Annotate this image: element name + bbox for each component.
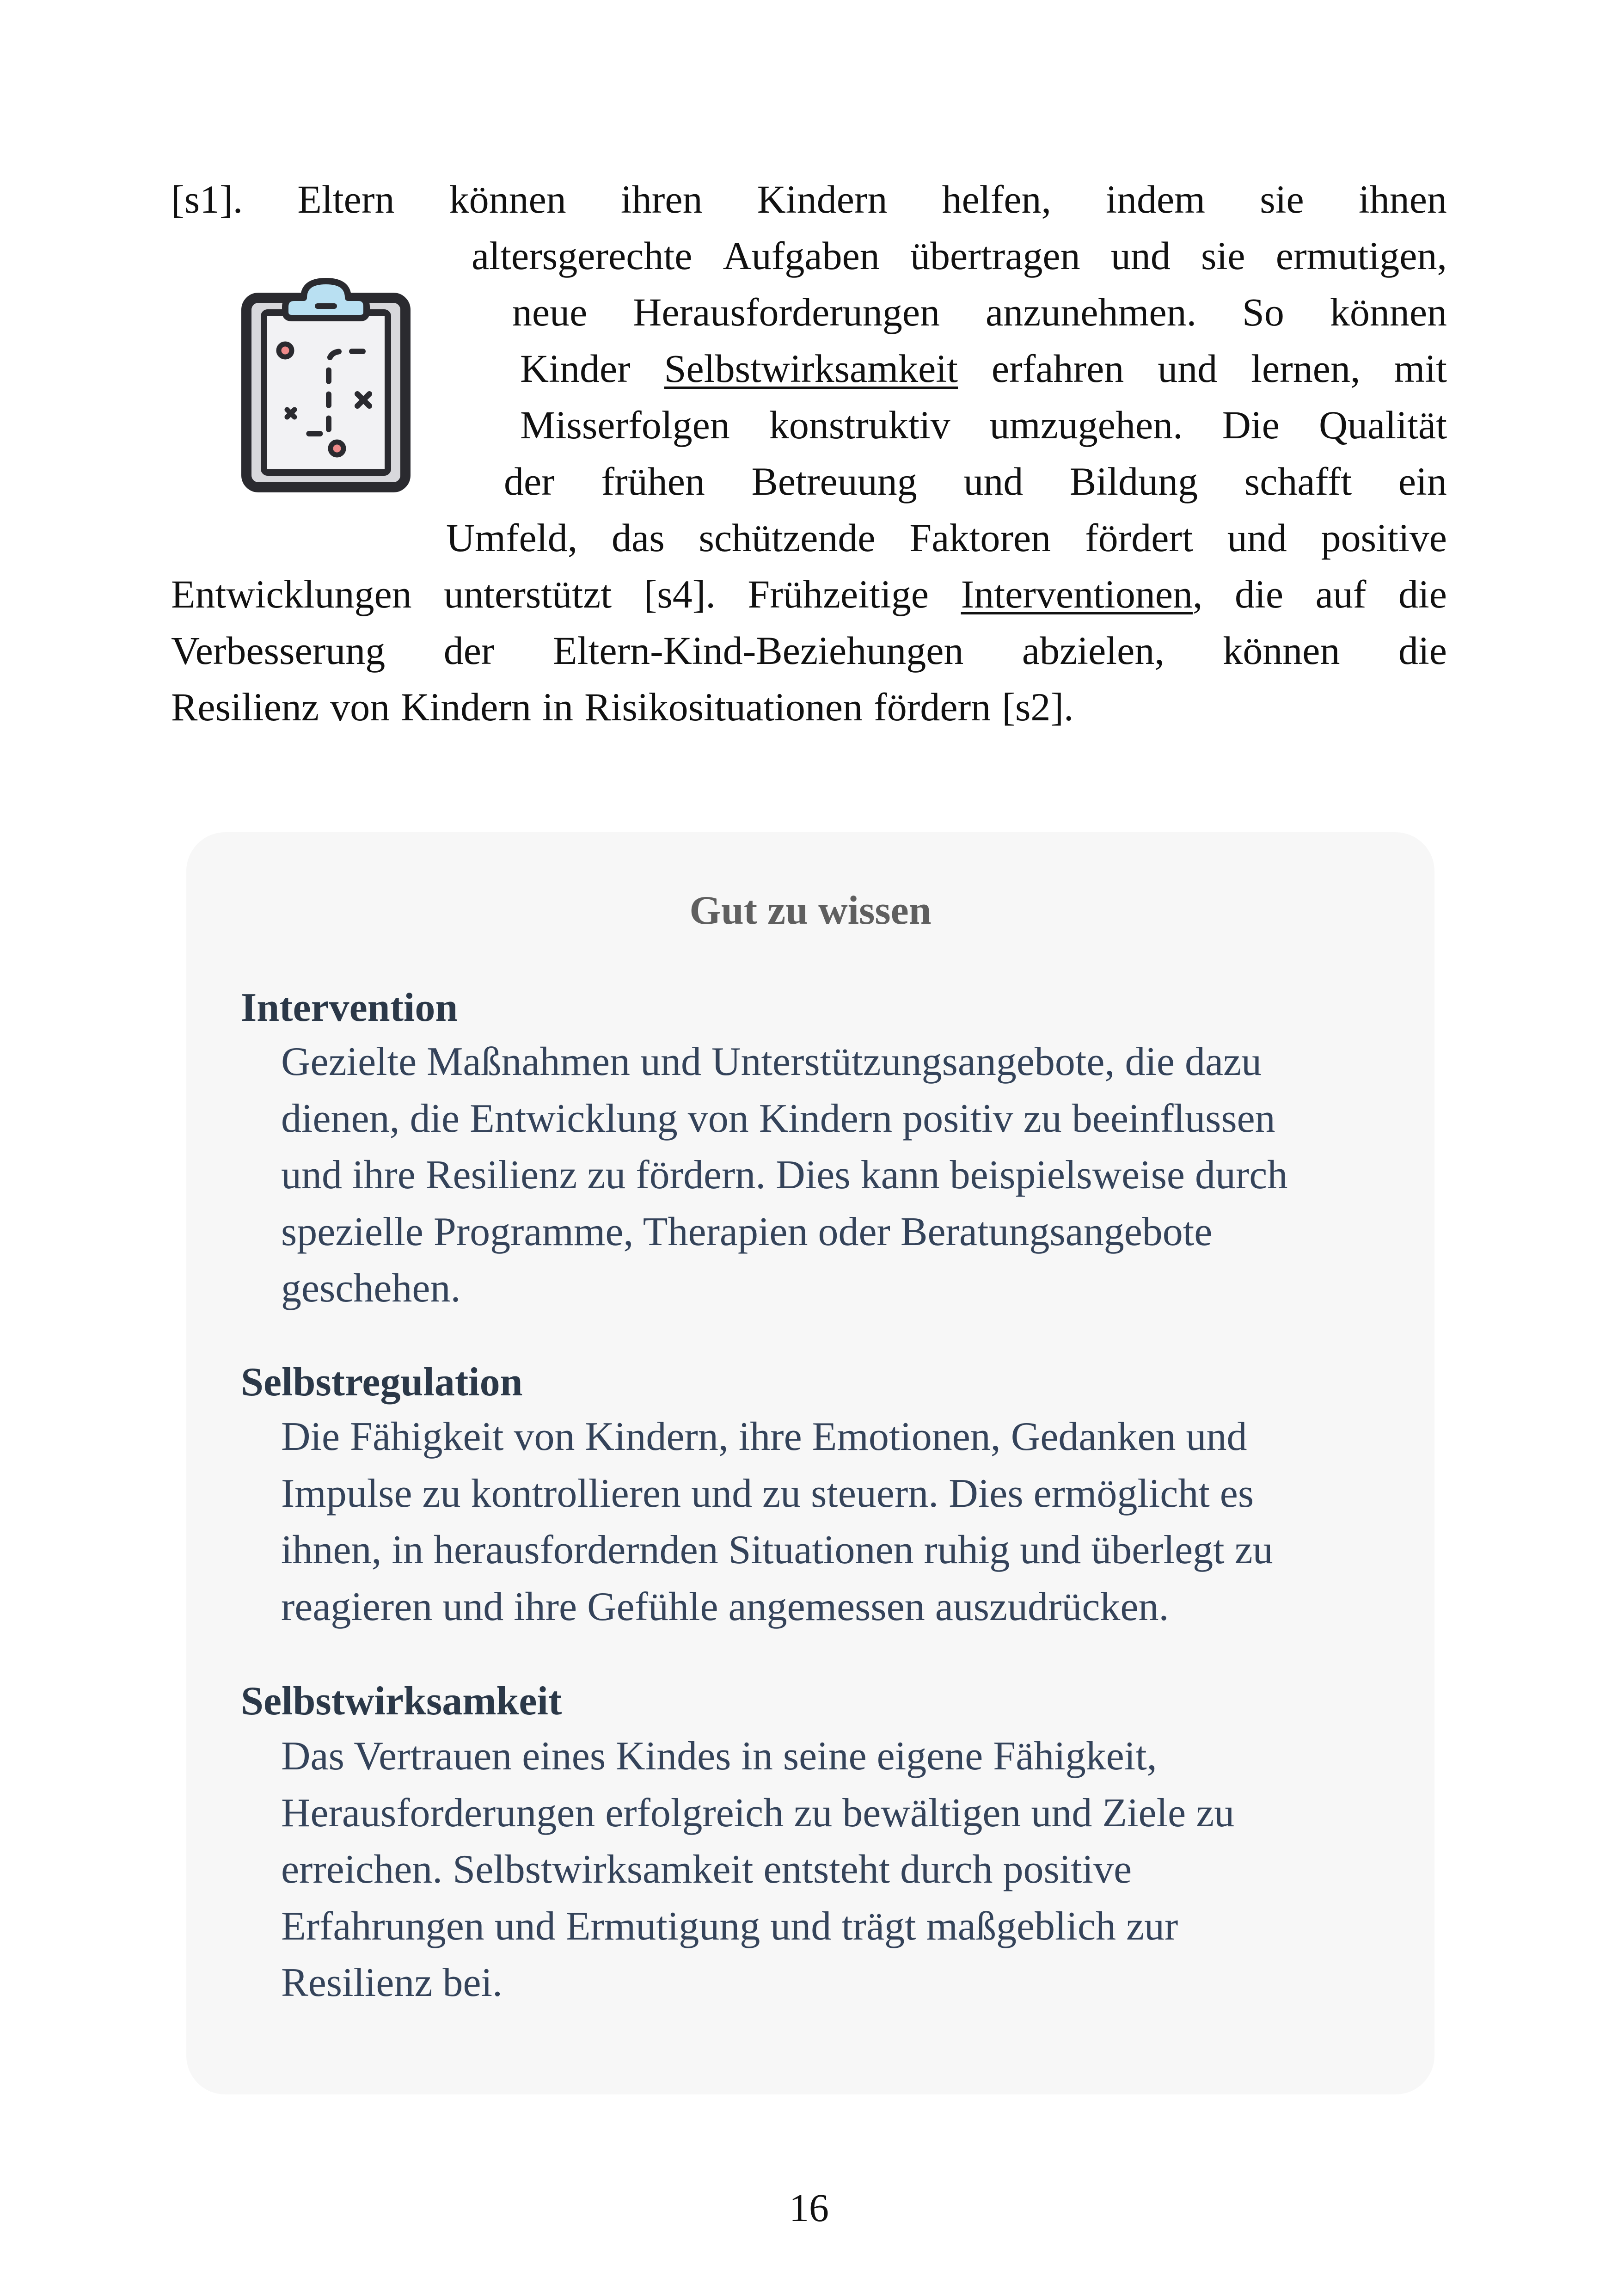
paragraph-word: [s4]. — [644, 572, 716, 616]
paragraph-word: der — [443, 628, 495, 673]
paragraph-word: Herausforderungen — [633, 290, 940, 334]
paragraph-word: Resilienz — [171, 685, 319, 729]
paragraph-line — [520, 340, 1447, 397]
glossary-link: Interventionen, — [961, 572, 1203, 616]
glossary-term: Selbstwirksamkeit — [241, 1679, 562, 1724]
paragraph-word: in — [542, 685, 573, 729]
paragraph-line — [171, 566, 1447, 622]
definition-line: Erfahrungen und Ermutigung und trägt maßgeblich zur — [281, 1903, 1178, 1949]
paragraph-word: die — [1235, 572, 1284, 616]
paragraph-word: So — [1242, 290, 1284, 334]
start-marker — [279, 344, 292, 357]
glossary-definition — [281, 1728, 1234, 2012]
definition-line: spezielle Programme, Therapien oder Beratungsangebote — [281, 1209, 1213, 1254]
paragraph-word: auf — [1315, 572, 1367, 616]
paragraph-word: Kindern — [757, 177, 888, 221]
paragraph-line — [171, 622, 1447, 679]
paragraph-word: und — [963, 459, 1024, 503]
paragraph-word: altersgerechte — [472, 233, 693, 278]
definition-line: Die Fähigkeit von Kindern, ihre Emotionen, Gedanken und — [281, 1414, 1247, 1459]
paragraph-word: mit — [1394, 346, 1447, 391]
paragraph-word: Umfeld, — [446, 516, 578, 560]
paragraph-word: die — [1398, 628, 1447, 673]
paragraph-word: unterstützt — [444, 572, 612, 616]
paragraph-word: Aufgaben — [723, 233, 880, 278]
definition-line: und ihre Resilienz zu fördern. Dies kann beispielsweise durch — [281, 1153, 1288, 1197]
definition-line: erreichen. Selbstwirksamkeit entsteht durch positive — [281, 1847, 1132, 1892]
paragraph-word: erfahren — [991, 346, 1124, 391]
paragraph-word: Misserfolgen — [520, 403, 730, 447]
paragraph-word: Kindern — [401, 685, 531, 729]
paragraph-word: [s2]. — [1002, 685, 1074, 729]
definition-line: Gezielte Maßnahmen und Unterstützungsangebote, die dazu — [281, 1039, 1262, 1084]
paragraph-word: können — [1223, 628, 1340, 673]
paragraph-line — [504, 453, 1447, 510]
paragraph-word: Eltern-Kind-Beziehungen — [553, 628, 964, 673]
paragraph-word: indem — [1106, 177, 1206, 221]
paragraph-word: fördert — [1085, 516, 1193, 560]
paragraph-word: und — [1227, 516, 1287, 560]
paragraph-word: konstruktiv — [769, 403, 950, 447]
definition-line: Resilienz bei. — [281, 1960, 503, 2005]
paragraph-word: und — [1158, 346, 1218, 391]
paragraph-word: und — [1110, 233, 1171, 278]
paragraph-word: ermutigen, — [1275, 233, 1447, 278]
paragraph-word: Verbesserung — [171, 628, 386, 673]
paragraph-word: abzielen, — [1022, 628, 1164, 673]
paragraph-word: ein — [1398, 459, 1447, 503]
paragraph-word: Qualität — [1318, 403, 1447, 447]
definition-line: Impulse zu kontrollieren und zu steuern. Dies ermöglicht es — [281, 1471, 1254, 1516]
paragraph-line — [472, 227, 1447, 284]
paragraph-word: neue — [512, 290, 588, 334]
paragraph-word: [s1]. — [171, 177, 243, 221]
paragraph-word: lernen, — [1251, 346, 1361, 391]
paragraph-line — [520, 397, 1447, 453]
paragraph-word: frühen — [601, 459, 705, 503]
paragraph-line — [171, 679, 1447, 735]
paragraph-word: sie — [1260, 177, 1304, 221]
paragraph-word: übertragen — [910, 233, 1080, 278]
paragraph-line — [446, 510, 1447, 566]
glossary-title: Gut zu wissen — [689, 888, 932, 933]
paragraph-word: Bildung — [1070, 459, 1198, 503]
clipboard-strategy-icon — [233, 274, 418, 500]
paragraph-word: sie — [1201, 233, 1245, 278]
paragraph-word: die — [1398, 572, 1447, 616]
paragraph-word: von — [330, 685, 390, 729]
paragraph-word: fördern — [874, 685, 991, 729]
paragraph-word: Kinder — [520, 346, 631, 391]
paragraph-word: Die — [1222, 403, 1280, 447]
paragraph-word: Eltern — [297, 177, 395, 221]
paragraph-word: schützende — [699, 516, 876, 560]
paragraph-word: können — [449, 177, 566, 221]
paragraph-word: ihren — [620, 177, 703, 221]
definition-line: Das Vertrauen eines Kindes in seine eigene Fähigkeit, — [281, 1734, 1157, 1779]
clipboard-clip — [285, 281, 367, 318]
glossary-definition — [281, 1034, 1287, 1317]
paragraph-word: Betreuung — [751, 459, 917, 503]
definition-line: dienen, die Entwicklung von Kindern positiv zu beeinflussen — [281, 1096, 1275, 1141]
paragraph-line — [171, 171, 1447, 227]
paragraph-line — [512, 284, 1447, 340]
paragraph-word: Frühzeitige — [748, 572, 929, 616]
goal-marker — [331, 442, 343, 455]
definition-line: ihnen, in herausfordernden Situationen ruhig und überlegt zu — [281, 1528, 1273, 1572]
paragraph-word: ihnen — [1358, 177, 1447, 221]
definition-line: Herausforderungen erfolgreich zu bewältigen und Ziele zu — [281, 1790, 1235, 1836]
paragraph-word: anzunehmen. — [986, 290, 1197, 334]
paragraph-word: können — [1330, 290, 1447, 334]
glossary-link: Selbstwirksamkeit — [664, 346, 958, 391]
definition-line: geschehen. — [281, 1266, 461, 1311]
paragraph-word: helfen, — [942, 177, 1051, 221]
paragraph-word: schafft — [1244, 459, 1352, 503]
glossary-term: Intervention — [241, 985, 458, 1030]
paragraph-word: positive — [1321, 516, 1447, 560]
paragraph-word: Risikosituationen — [584, 685, 863, 729]
paragraph-word: der — [504, 459, 555, 503]
paragraph-word: umzugehen. — [989, 403, 1183, 447]
paragraph-word: das — [612, 516, 665, 560]
glossary-term: Selbstregulation — [241, 1360, 523, 1405]
glossary-box — [186, 832, 1434, 2094]
glossary-definition — [281, 1409, 1273, 1635]
page-number: 16 — [789, 2185, 829, 2230]
paragraph-word: Faktoren — [909, 516, 1051, 560]
paragraph-word: Entwicklungen — [171, 572, 412, 616]
definition-line: reagieren und ihre Gefühle angemessen auszudrücken. — [281, 1584, 1169, 1629]
